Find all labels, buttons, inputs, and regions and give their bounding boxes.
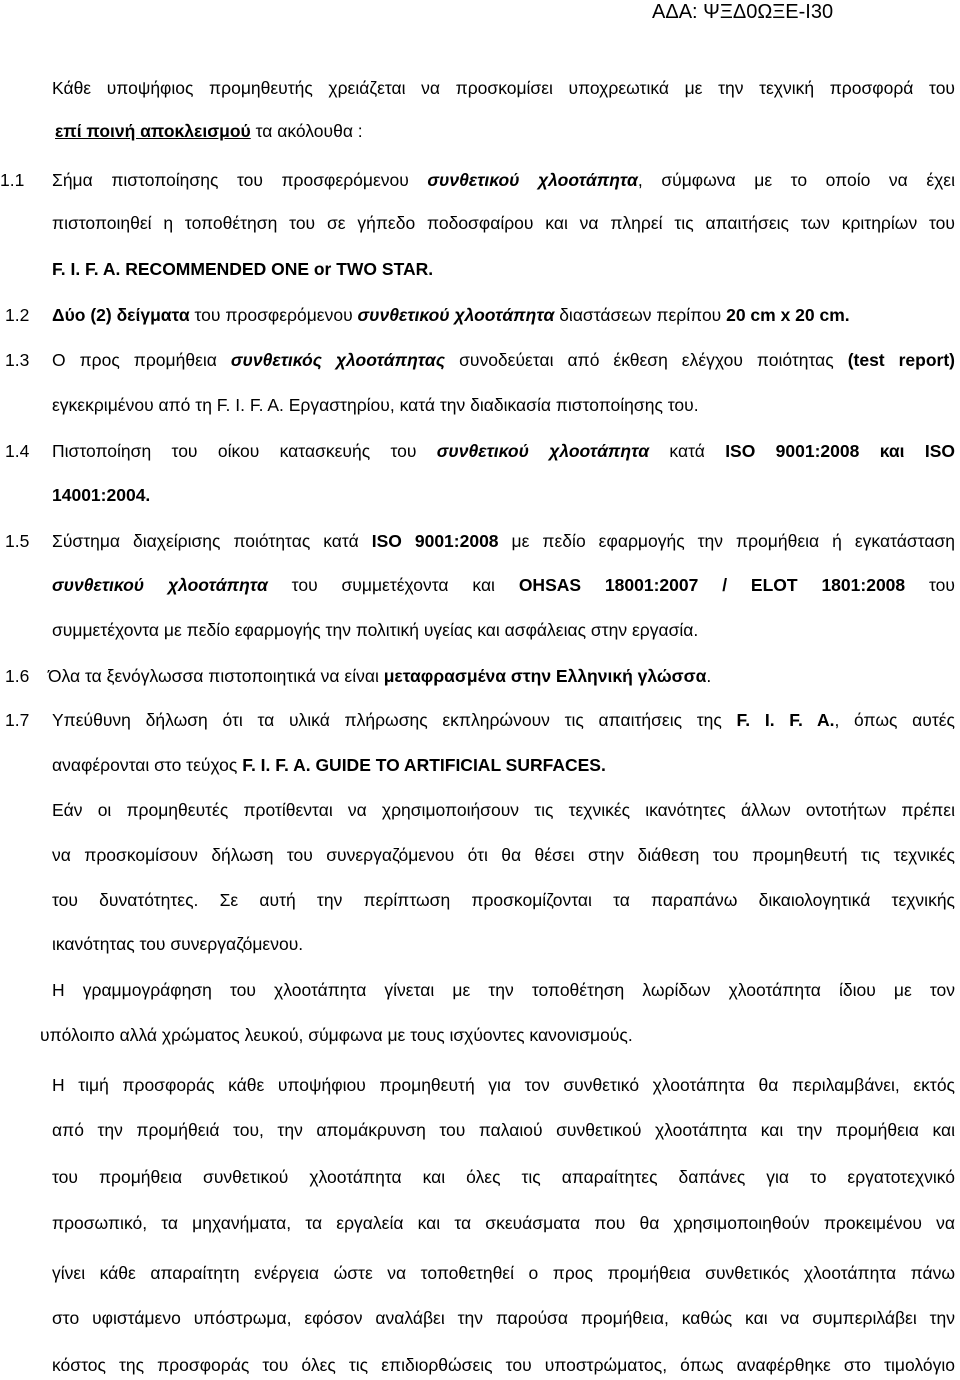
line-text: γίνει κάθε απαραίτητη ενέργεια ώστε να τοποθετηθεί ο προς προμήθεια συνθετικός χλοοτάπητα πάνω bbox=[52, 1263, 955, 1283]
line-text: από την προμήθειά του, την απομάκρυνση του παλαιού συνθετικού χλοοτάπητα και την προμήθεια και bbox=[52, 1120, 955, 1140]
text-line bbox=[52, 1262, 955, 1284]
item-number: 1.3 bbox=[5, 350, 30, 370]
text-line bbox=[52, 530, 955, 552]
text-line bbox=[52, 212, 955, 234]
line-text: τα ακόλουθα : bbox=[250, 121, 363, 141]
text-line bbox=[52, 440, 955, 462]
line-text: συνοδεύεται από έκθεση ελέγχου ποιότητας bbox=[445, 350, 848, 370]
line-text: Η τιμή προσφοράς κάθε υποψήφιου προμηθευτή για τον συνθετικό χλοοτάπητα θα περιλαμβάνει, εκτός bbox=[52, 1075, 955, 1095]
emphasis-text: F. I. F. A. bbox=[736, 710, 835, 730]
text-line bbox=[52, 258, 955, 280]
line-text: ικανότητας του συνεργαζόμενου. bbox=[52, 934, 304, 954]
line-text: του προσφερόμενου bbox=[189, 305, 358, 325]
text-line bbox=[52, 1307, 955, 1329]
emphasis-text: F. I. F. A. GUIDE TO ARTIFICIAL SURFACES. bbox=[242, 755, 606, 775]
line-text: του συμμετέχοντα και bbox=[267, 575, 519, 595]
line-text: με πεδίο εφαρμογής την προμήθεια ή εγκατάσταση bbox=[498, 531, 955, 551]
text-line bbox=[52, 889, 955, 911]
text-line bbox=[52, 1354, 955, 1376]
emphasis-text: συνθετικού χλοοτάπητα bbox=[52, 575, 268, 595]
emphasis-text: συνθετικού χλοοτάπητα bbox=[357, 305, 555, 325]
text-line bbox=[52, 1119, 955, 1141]
emphasis-text: μεταφρασμένα στην Ελληνική γλώσσα bbox=[383, 666, 707, 686]
line-text: Εάν οι προμηθευτές προτίθενται να χρησιμοποιήσουν τις τεχνικές ικανότητες άλλων οντοτήτων πρέπει bbox=[52, 800, 955, 820]
line-text: Όλα τα ξενόγλωσσα πιστοποιητικά να είναι bbox=[48, 666, 384, 686]
text-line bbox=[48, 665, 955, 687]
line-text: πιστοποιηθεί η τοποθέτηση του σε γήπεδο ποδοσφαίρου και να πληρεί τις απαιτήσεις των κριτηρίων του bbox=[52, 213, 955, 233]
text-line bbox=[52, 484, 955, 506]
line-text: , σύμφωνα με το οποίο να έχει bbox=[637, 170, 955, 190]
line-text: κατά bbox=[649, 441, 726, 461]
emphasis-text: OHSAS 18001:2007 / ELOT 1801:2008 bbox=[518, 575, 906, 595]
emphasis-text: συνθετικός χλοοτάπητας bbox=[230, 350, 446, 370]
text-line bbox=[52, 709, 955, 731]
emphasis-text: συνθετικού χλοοτάπητα bbox=[436, 441, 650, 461]
text-line bbox=[52, 349, 955, 371]
line-text: Κάθε υποψήφιος προμηθευτής χρειάζεται να προσκομίσει υποχρεωτικά με την τεχνική προσφορά του bbox=[52, 78, 955, 98]
ada-code: ΑΔΑ: ΨΞΔ0ΩΞΕ-Ι30 bbox=[652, 1, 834, 23]
line-text: προσωπικό, τα μηχανήματα, τα εργαλεία και τα σκευάσματα που θα χρησιμοποιηθούν προκειμένου να bbox=[52, 1213, 955, 1233]
text-line bbox=[52, 754, 955, 776]
emphasis-text: επί ποινή αποκλεισμού bbox=[55, 121, 251, 141]
line-text: εγκεκριμένου από τη F. I. F. A. Εργαστηρίου, κατά την διαδικασία πιστοποίησης του. bbox=[52, 395, 699, 415]
line-text: του δυνατότητες. Σε αυτή την περίπτωση προσκομίζονται τα παραπάνω δικαιολογητικά τεχνικής bbox=[52, 890, 955, 910]
text-line bbox=[52, 799, 955, 821]
line-text: υπόλοιπο αλλά χρώματος λευκού, σύμφωνα με τους ισχύοντες κανονισμούς. bbox=[40, 1025, 633, 1045]
item-number: 1.6 bbox=[5, 666, 30, 686]
text-line bbox=[52, 1166, 955, 1188]
text-line bbox=[52, 979, 955, 1001]
text-line bbox=[52, 933, 955, 955]
emphasis-text: Δύο (2) δείγματα bbox=[52, 305, 190, 325]
item-number: 1.4 bbox=[5, 441, 30, 461]
line-text: . bbox=[706, 666, 712, 686]
line-text: αναφέρονται στο τεύχος bbox=[52, 755, 243, 775]
emphasis-text: ISO 9001:2008 και ISO bbox=[725, 441, 955, 461]
line-text: Η γραμμογράφηση του χλοοτάπητα γίνεται με την τοποθέτηση λωρίδων χλοοτάπητα ίδιου με τον bbox=[52, 980, 955, 1000]
line-text: του προμήθεια συνθετικού χλοοτάπητα και όλες τις απαραίτητες δαπάνες για το εργατοτεχνικό bbox=[52, 1167, 955, 1187]
text-line bbox=[52, 1074, 955, 1096]
emphasis-text: ISO 9001:2008 bbox=[371, 531, 499, 551]
line-text: Ο προς προμήθεια bbox=[52, 350, 231, 370]
text-line bbox=[52, 619, 955, 641]
line-text: Σήμα πιστοποίησης του προσφερόμενου bbox=[52, 170, 428, 190]
emphasis-text: συνθετικού χλοοτάπητα bbox=[427, 170, 638, 190]
text-line bbox=[52, 844, 955, 866]
line-text: κόστος της προσφοράς του όλες τις επιδιορθώσεις του υποστρώματος, όπως αναφέρθηκε στο τιμολόγιο bbox=[52, 1355, 955, 1375]
text-line bbox=[52, 1212, 955, 1234]
text-line bbox=[52, 394, 955, 416]
text-line bbox=[52, 574, 955, 596]
line-text: του bbox=[905, 575, 955, 595]
emphasis-text: (test report) bbox=[847, 350, 956, 370]
emphasis-text: F. I. F. A. RECOMMENDED ONE or TWO STAR. bbox=[52, 259, 434, 279]
line-text: διαστάσεων περίπου bbox=[554, 305, 727, 325]
text-line bbox=[52, 169, 955, 191]
line-text: να προσκομίσουν δήλωση του συνεργαζόμενου ότι θα θέσει στην διάθεση του προμηθευτή τις τεχνικές bbox=[52, 845, 955, 865]
line-text: συμμετέχοντα με πεδίο εφαρμογής την πολιτική υγείας και ασφάλειας στην εργασία. bbox=[52, 620, 699, 640]
item-number: 1.7 bbox=[5, 710, 30, 730]
line-text: Σύστημα διαχείρισης ποιότητας κατά bbox=[52, 531, 372, 551]
line-text: Πιστοποίηση του οίκου κατασκευής του bbox=[52, 441, 437, 461]
text-line bbox=[52, 77, 955, 99]
text-line bbox=[40, 1024, 955, 1046]
text-line bbox=[55, 120, 955, 142]
text-line bbox=[52, 304, 955, 326]
emphasis-text: 14001:2004. bbox=[52, 485, 151, 505]
item-number: 1.2 bbox=[5, 305, 30, 325]
emphasis-text: 20 cm x 20 cm. bbox=[726, 305, 850, 325]
item-number: 1.1 bbox=[0, 170, 25, 190]
item-number: 1.5 bbox=[5, 531, 30, 551]
line-text: στο υφιστάμενο υπόστρωμα, εφόσον αναλάβει την παρούσα προμήθεια, καθώς και να συμπεριλάβει την bbox=[52, 1308, 955, 1328]
line-text: Υπεύθυνη δήλωση ότι τα υλικά πλήρωσης εκπληρώνουν τις απαιτήσεις της bbox=[52, 710, 737, 730]
line-text: , όπως αυτές bbox=[834, 710, 955, 730]
